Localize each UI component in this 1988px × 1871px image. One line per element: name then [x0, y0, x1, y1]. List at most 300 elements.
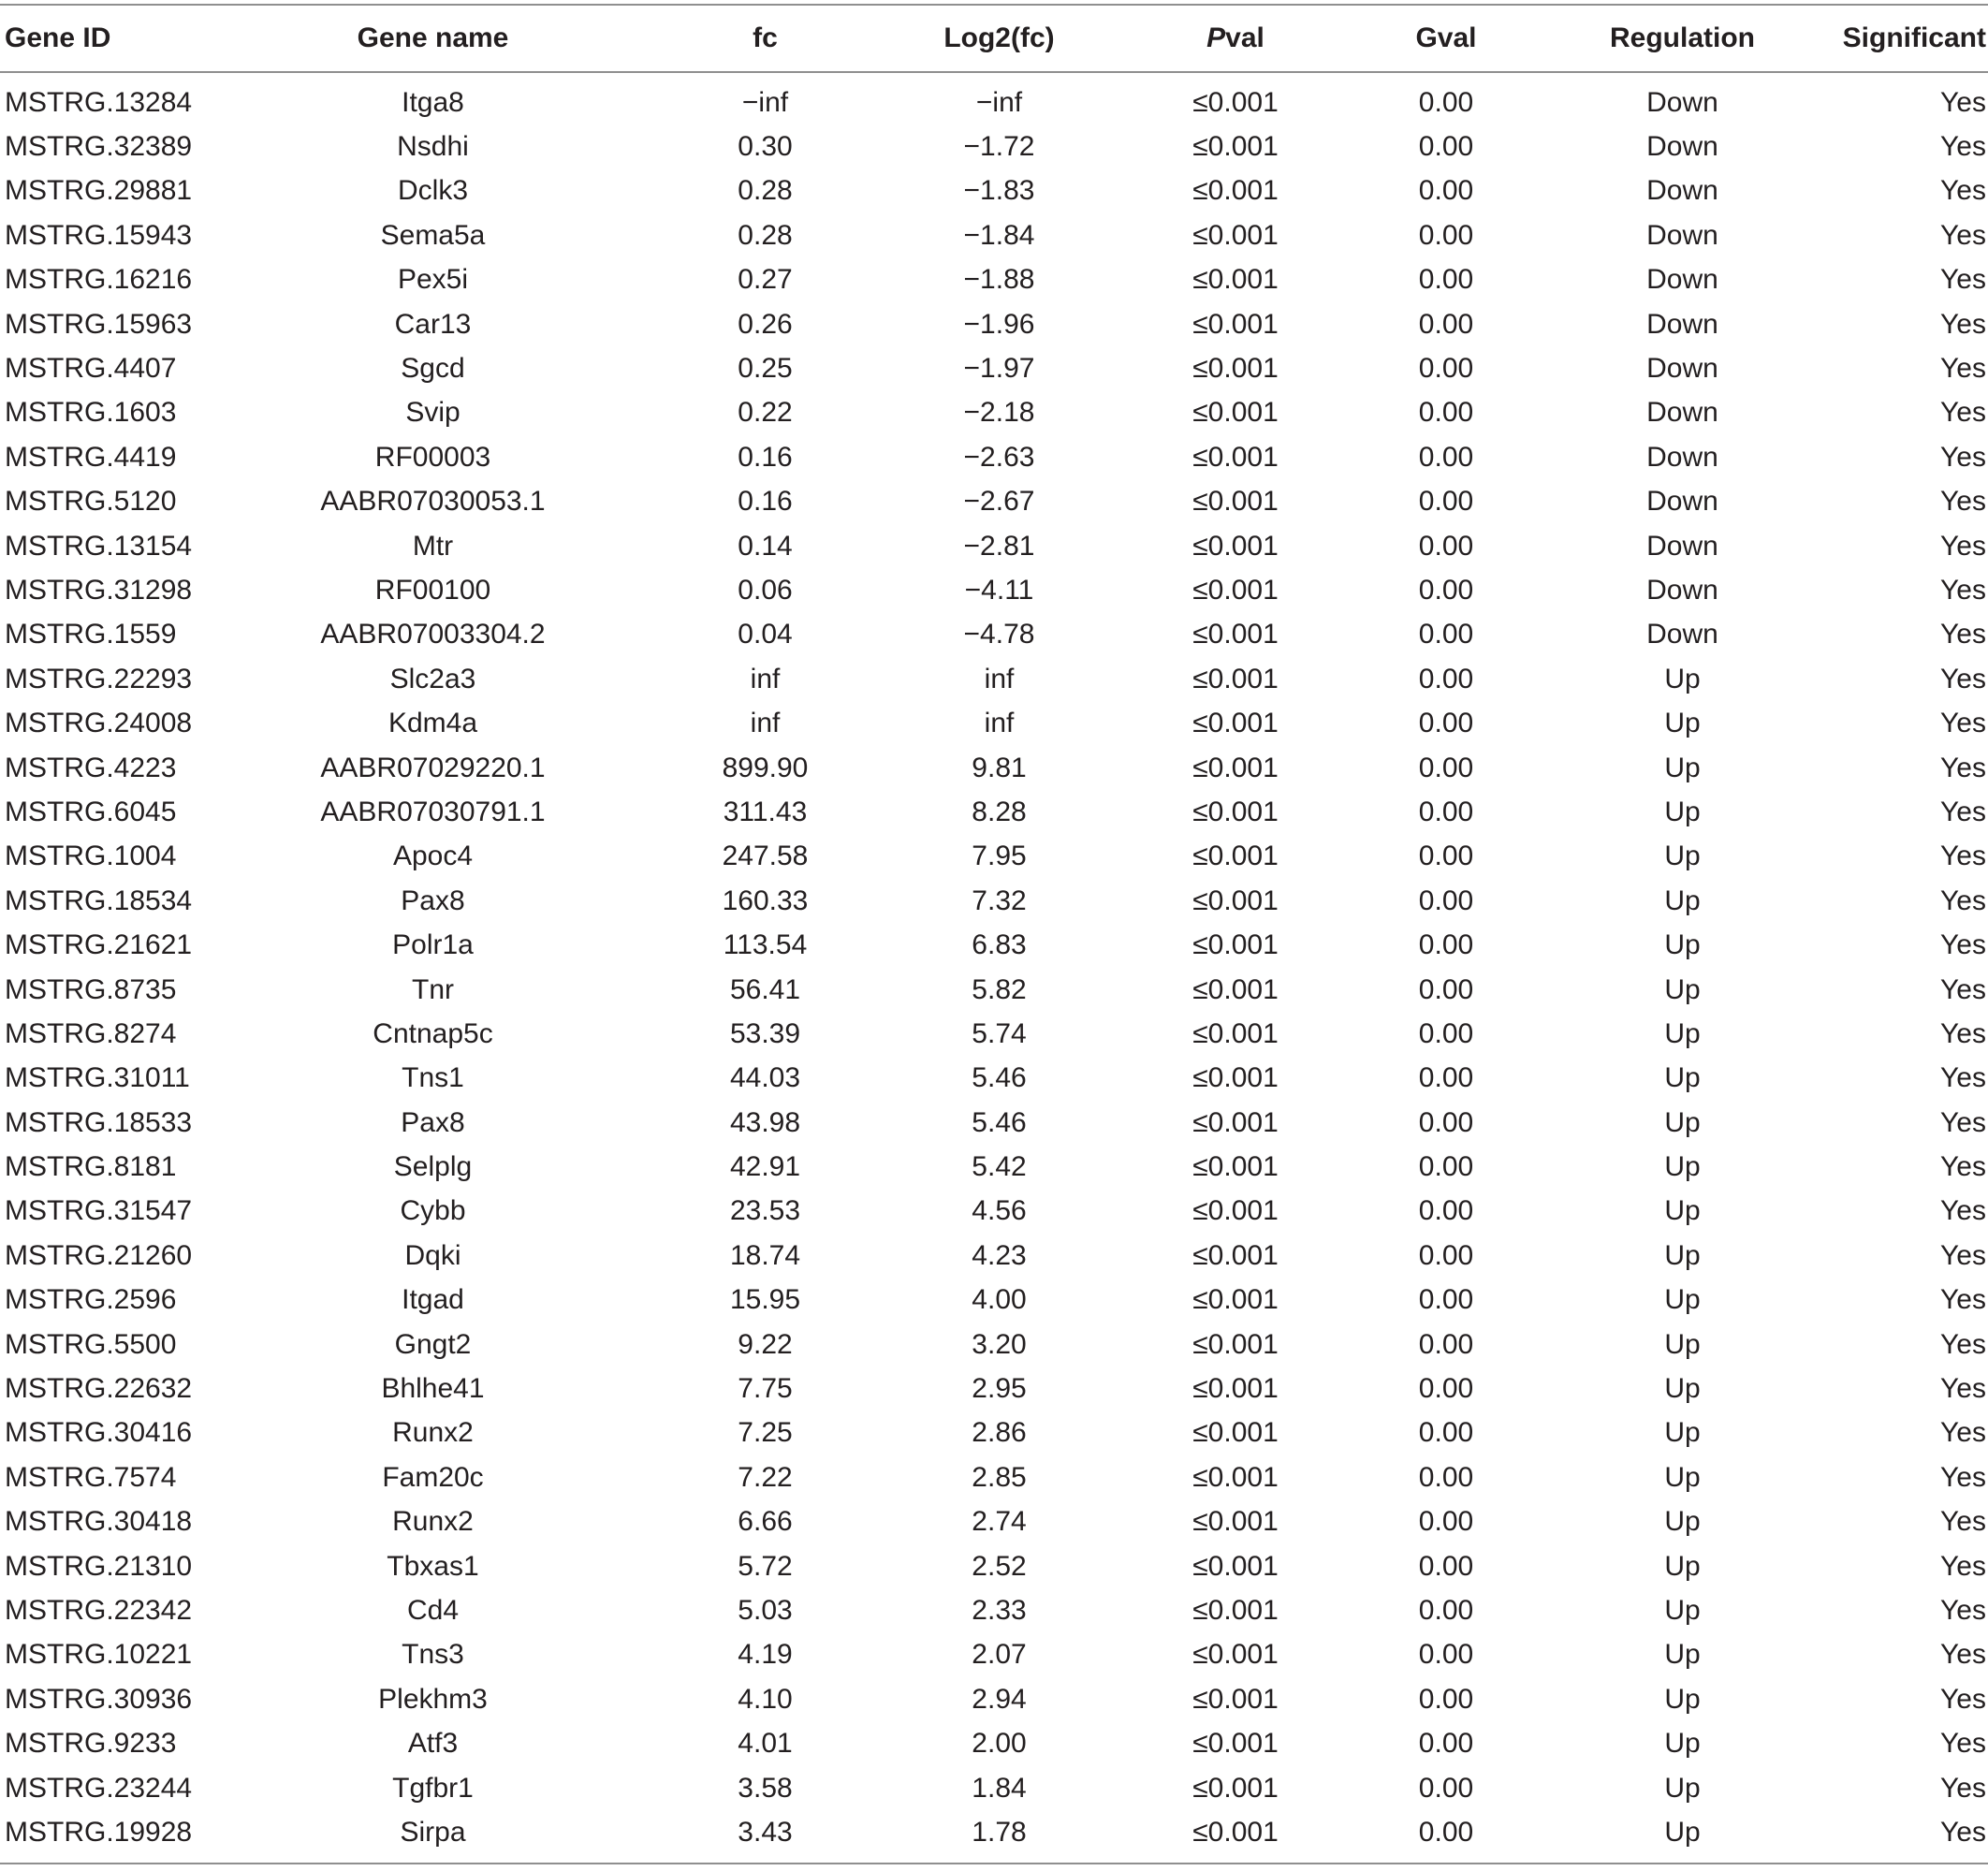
- regulation-cell: Up: [1664, 884, 1701, 916]
- log2fc-cell: 5.82: [972, 973, 1027, 1005]
- regulation-cell: Down: [1646, 264, 1718, 296]
- gval-cell: 0.00: [1418, 131, 1474, 163]
- pval-cell: ≤0.001: [1192, 486, 1279, 518]
- gene-name-cell: Dqki: [404, 1239, 461, 1271]
- gval-cell: 0.00: [1418, 1062, 1474, 1094]
- gene-id-cell: MSTRG.31298: [5, 574, 193, 606]
- pval-cell: ≤0.001: [1192, 663, 1279, 694]
- log2fc-cell: 2.85: [972, 1461, 1027, 1493]
- table-row: [0, 1677, 1988, 1721]
- table-row: [0, 790, 1988, 834]
- gene-name-cell: Nsdhi: [397, 131, 469, 163]
- gene-name-cell: Tnr: [412, 973, 454, 1005]
- pval-cell: ≤0.001: [1192, 397, 1279, 429]
- gval-cell: 0.00: [1418, 1284, 1474, 1316]
- fc-cell: inf: [750, 663, 781, 694]
- significant-cell: Yes: [1940, 1417, 1986, 1449]
- fc-cell: 0.30: [738, 131, 793, 163]
- fc-cell: 113.54: [723, 929, 808, 961]
- pval-cell: ≤0.001: [1192, 1373, 1279, 1405]
- significant-cell: Yes: [1940, 619, 1986, 650]
- regulation-cell: Up: [1664, 1284, 1701, 1316]
- table-row: [0, 1455, 1988, 1499]
- gene-id-cell: MSTRG.32389: [5, 131, 193, 163]
- gene-id-cell: MSTRG.13284: [5, 86, 193, 118]
- table-row: [0, 746, 1988, 790]
- gene-name-cell: Kdm4a: [387, 708, 478, 739]
- gene-id-cell: MSTRG.31547: [5, 1195, 193, 1227]
- regulation-cell: Down: [1646, 86, 1718, 118]
- gene-name-cell: Runx2: [392, 1506, 474, 1538]
- gene-name-cell: Cd4: [406, 1594, 460, 1626]
- regulation-cell: Up: [1664, 1772, 1701, 1804]
- regulation-cell: Up: [1664, 1461, 1701, 1493]
- log2fc-cell: 2.86: [972, 1417, 1027, 1449]
- fc-cell: 9.22: [738, 1328, 793, 1360]
- pval-cell: ≤0.001: [1192, 752, 1279, 783]
- header-regulation: Regulation: [1535, 5, 1830, 72]
- gene-name-cell: AABR07030053.1: [320, 486, 546, 518]
- log2fc-cell: 7.32: [972, 884, 1027, 916]
- fc-cell: 44.03: [729, 1062, 801, 1094]
- regulation-cell: Up: [1664, 1550, 1701, 1582]
- fc-cell: 0.22: [738, 397, 793, 429]
- fc-cell: 3.58: [738, 1772, 793, 1804]
- log2fc-cell: −2.67: [963, 486, 1035, 518]
- regulation-cell: Up: [1664, 708, 1701, 739]
- significant-cell: Yes: [1940, 884, 1986, 916]
- regulation-cell: Down: [1646, 175, 1718, 207]
- header-gene-id: Gene ID: [0, 5, 220, 72]
- gene-name-cell: Atf3: [407, 1728, 459, 1760]
- significant-cell: Yes: [1940, 1373, 1986, 1405]
- table-row: [0, 968, 1988, 1012]
- table-row: [0, 391, 1988, 435]
- gval-cell: 0.00: [1418, 308, 1474, 340]
- gene-name-cell: Sirpa: [220, 1810, 646, 1863]
- significant-cell: Yes: [1940, 1728, 1986, 1760]
- log2fc-cell: 2.95: [972, 1373, 1027, 1405]
- regulation-cell: Down: [1646, 131, 1718, 163]
- gene-name-cell: Sema5a: [380, 219, 486, 251]
- gene-name-cell: Pax8: [401, 884, 465, 916]
- gval-cell: 0.00: [1418, 441, 1474, 473]
- gene-name-cell: Car13: [394, 308, 472, 340]
- pval-cell: ≤0.001: [1192, 219, 1279, 251]
- table-row: [0, 613, 1988, 657]
- significant-cell: Yes: [1940, 574, 1986, 606]
- gval-cell: 0.00: [1418, 1328, 1474, 1360]
- table-row: [0, 1544, 1988, 1588]
- pval-cell: ≤0.001: [1192, 264, 1279, 296]
- regulation-cell: Up: [1664, 1239, 1701, 1271]
- table-row: [0, 1101, 1988, 1145]
- gval-cell: 0.00: [1418, 973, 1474, 1005]
- significant-cell: Yes: [1940, 708, 1986, 739]
- significant-cell: Yes: [1940, 796, 1986, 827]
- fc-cell: 7.22: [738, 1461, 793, 1493]
- table-row: [0, 169, 1988, 213]
- table-row: [0, 568, 1988, 612]
- fc-cell: 4.19: [738, 1639, 793, 1671]
- gene-id-cell: MSTRG.5120: [5, 486, 177, 518]
- log2fc-cell: −2.81: [963, 530, 1035, 562]
- gene-name-cell: Tns3: [402, 1639, 464, 1671]
- gene-id-cell: MSTRG.30936: [5, 1683, 193, 1715]
- log2fc-cell: 3.20: [972, 1328, 1027, 1360]
- regulation-cell: Down: [1646, 219, 1718, 251]
- log2fc-cell: 2.33: [972, 1594, 1027, 1626]
- table-row: [0, 1367, 1988, 1411]
- gval-cell: 0.00: [1418, 708, 1474, 739]
- fc-cell: 0.27: [738, 264, 793, 296]
- fc-cell: 311.43: [723, 796, 808, 827]
- gene-id-cell: MSTRG.7574: [5, 1461, 177, 1493]
- fc-cell: 23.53: [729, 1195, 801, 1227]
- gene-name-cell: Gngt2: [394, 1328, 472, 1360]
- pval-cell: ≤0.001: [1192, 796, 1279, 827]
- table-row: [0, 1323, 1988, 1367]
- regulation-cell: Up: [1664, 1017, 1701, 1049]
- significant-cell: Yes: [1940, 1550, 1986, 1582]
- log2fc-cell: 5.42: [972, 1151, 1027, 1183]
- fc-cell: inf: [750, 708, 781, 739]
- fc-cell: 15.95: [729, 1284, 801, 1316]
- gene-id-cell: MSTRG.1559: [5, 619, 177, 650]
- pval-cell: ≤0.001: [1192, 308, 1279, 340]
- gene-id-cell: MSTRG.18533: [5, 1106, 193, 1138]
- table-row: [0, 701, 1988, 745]
- table-row: [0, 1810, 1988, 1863]
- gval-cell: 0.00: [1418, 1728, 1474, 1760]
- gval-cell: 0.00: [1418, 1506, 1474, 1538]
- gene-expression-table: [0, 4, 1988, 1864]
- gene-name-cell: Tns1: [402, 1062, 464, 1094]
- log2fc-cell: −4.11: [964, 574, 1034, 606]
- significant-cell: Yes: [1940, 486, 1986, 518]
- table-row: [0, 435, 1988, 479]
- significant-cell: Yes: [1940, 1017, 1986, 1049]
- gene-name-cell: Polr1a: [392, 929, 474, 961]
- significant-cell: Yes: [1940, 1284, 1986, 1316]
- log2fc-cell: 1.78: [884, 1810, 1114, 1863]
- header-gval: Gval: [1357, 5, 1535, 72]
- pval-cell: ≤0.001: [1192, 1328, 1279, 1360]
- pval-cell: ≤0.001: [1192, 929, 1279, 961]
- gene-id-cell: MSTRG.21260: [5, 1239, 193, 1271]
- table-row: [0, 213, 1988, 257]
- log2fc-cell: −2.63: [963, 441, 1035, 473]
- significant-cell: Yes: [1940, 530, 1986, 562]
- gval-cell: 0.00: [1418, 1683, 1474, 1715]
- gene-id-cell: MSTRG.29881: [5, 175, 193, 207]
- fc-cell: 4.10: [738, 1683, 793, 1715]
- fc-cell: 160.33: [722, 884, 809, 916]
- gval-cell: 0.00: [1418, 1373, 1474, 1405]
- pval-cell: ≤0.001: [1192, 884, 1279, 916]
- regulation-cell: Down: [1646, 619, 1718, 650]
- gval-cell: 0.00: [1418, 1772, 1474, 1804]
- pval-cell: ≤0.001: [1192, 1417, 1279, 1449]
- gene-name-cell: AABR07030791.1: [320, 796, 546, 827]
- regulation-cell: Up: [1664, 840, 1701, 872]
- significant-cell: Yes: [1940, 1328, 1986, 1360]
- regulation-cell: Down: [1646, 530, 1718, 562]
- gval-cell: 0.00: [1418, 840, 1474, 872]
- gene-name-cell: Itga8: [402, 86, 464, 118]
- regulation-cell: Up: [1664, 1728, 1701, 1760]
- log2fc-cell: −1.83: [963, 175, 1035, 207]
- fc-cell: 0.25: [738, 353, 793, 385]
- pval-cell: ≤0.001: [1114, 1810, 1357, 1863]
- table-row: [0, 1500, 1988, 1544]
- gene-name-cell: Itgad: [402, 1284, 464, 1316]
- gval-cell: 0.00: [1418, 1195, 1474, 1227]
- regulation-cell: Up: [1664, 973, 1701, 1005]
- gval-cell: 0.00: [1418, 530, 1474, 562]
- table-row: [0, 1057, 1988, 1101]
- pval-cell: ≤0.001: [1192, 86, 1279, 118]
- fc-cell: 56.41: [729, 973, 801, 1005]
- table-row: [0, 1766, 1988, 1810]
- significant-cell: Yes: [1830, 1810, 1988, 1863]
- gene-name-cell: Runx2: [392, 1417, 474, 1449]
- gval-cell: 0.00: [1418, 574, 1474, 606]
- gval-cell: 0.00: [1357, 1810, 1535, 1863]
- fc-cell: 0.16: [738, 486, 793, 518]
- gval-cell: 0.00: [1418, 663, 1474, 694]
- gene-id-cell: MSTRG.22632: [5, 1373, 193, 1405]
- gene-id-cell: MSTRG.31011: [5, 1062, 190, 1094]
- log2fc-cell: 4.23: [972, 1239, 1027, 1271]
- pval-cell: ≤0.001: [1192, 708, 1279, 739]
- significant-cell: Yes: [1940, 131, 1986, 163]
- gene-id-cell: MSTRG.22342: [5, 1594, 193, 1626]
- gval-cell: 0.00: [1418, 1550, 1474, 1582]
- gene-id-cell: MSTRG.15963: [5, 308, 193, 340]
- log2fc-cell: 4.00: [972, 1284, 1027, 1316]
- gene-id-cell: MSTRG.18534: [5, 884, 193, 916]
- regulation-cell: Down: [1646, 353, 1718, 385]
- table-row: [0, 835, 1988, 879]
- significant-cell: Yes: [1940, 663, 1986, 694]
- fc-cell: 4.01: [738, 1728, 793, 1760]
- significant-cell: Yes: [1940, 973, 1986, 1005]
- regulation-cell: Up: [1664, 752, 1701, 783]
- pval-cell: ≤0.001: [1192, 1728, 1279, 1760]
- pval-cell: ≤0.001: [1192, 1772, 1279, 1804]
- regulation-cell: Up: [1664, 1373, 1701, 1405]
- table-row: [0, 1234, 1988, 1278]
- gene-name-cell: RF00100: [374, 574, 491, 606]
- log2fc-cell: 2.94: [972, 1683, 1027, 1715]
- log2fc-cell: 2.52: [972, 1550, 1027, 1582]
- significant-cell: Yes: [1940, 1639, 1986, 1671]
- log2fc-cell: 7.95: [972, 840, 1027, 872]
- regulation-cell: Up: [1664, 663, 1701, 694]
- header-fc: fc: [646, 5, 884, 72]
- gene-name-cell: RF00003: [374, 441, 491, 473]
- fc-cell: 0.26: [738, 308, 793, 340]
- gene-id-cell: MSTRG.8735: [5, 973, 177, 1005]
- significant-cell: Yes: [1940, 840, 1986, 872]
- log2fc-cell: 9.81: [972, 752, 1027, 783]
- significant-cell: Yes: [1940, 219, 1986, 251]
- table-row: [0, 72, 1988, 124]
- regulation-cell: Down: [1646, 486, 1718, 518]
- gval-cell: 0.00: [1418, 619, 1474, 650]
- log2fc-cell: 2.00: [972, 1728, 1027, 1760]
- table-row: [0, 1721, 1988, 1765]
- pval-cell: ≤0.001: [1192, 1594, 1279, 1626]
- gene-name-cell: Fam20c: [382, 1461, 484, 1493]
- gene-name-cell: Pex5i: [397, 264, 469, 296]
- log2fc-cell: inf: [984, 663, 1015, 694]
- significant-cell: Yes: [1940, 1683, 1986, 1715]
- significant-cell: Yes: [1940, 1062, 1986, 1094]
- significant-cell: Yes: [1940, 264, 1986, 296]
- gene-id-cell: MSTRG.10221: [5, 1639, 193, 1671]
- fc-cell: 247.58: [722, 840, 809, 872]
- log2fc-cell: −1.88: [963, 264, 1035, 296]
- pval-cell: ≤0.001: [1192, 175, 1279, 207]
- gval-cell: 0.00: [1418, 1151, 1474, 1183]
- fc-cell: 0.14: [738, 530, 793, 562]
- table-row: [0, 1279, 1988, 1323]
- log2fc-cell: inf: [984, 708, 1015, 739]
- gene-id-cell: MSTRG.1004: [5, 840, 177, 872]
- fc-cell: 0.06: [738, 574, 793, 606]
- pval-cell: ≤0.001: [1192, 1461, 1279, 1493]
- pval-cell: ≤0.001: [1192, 973, 1279, 1005]
- log2fc-cell: −4.78: [963, 619, 1035, 650]
- header-pval-italic: P: [1206, 22, 1226, 53]
- log2fc-cell: 2.07: [972, 1639, 1027, 1671]
- gval-cell: 0.00: [1418, 1594, 1474, 1626]
- log2fc-cell: 2.74: [972, 1506, 1027, 1538]
- significant-cell: Yes: [1940, 1461, 1986, 1493]
- gene-name-cell: Cntnap5c: [373, 1017, 493, 1049]
- header-row: [0, 5, 1988, 72]
- gene-name-cell: AABR07029220.1: [320, 752, 546, 783]
- fc-cell: 42.91: [729, 1151, 801, 1183]
- significant-cell: Yes: [1940, 175, 1986, 207]
- gene-id-cell: MSTRG.9233: [5, 1728, 177, 1760]
- gene-name-cell: Bhlhe41: [381, 1373, 485, 1405]
- gval-cell: 0.00: [1418, 1639, 1474, 1671]
- pval-cell: ≤0.001: [1192, 353, 1279, 385]
- table-row: [0, 657, 1988, 701]
- significant-cell: Yes: [1940, 86, 1986, 118]
- pval-cell: ≤0.001: [1192, 1284, 1279, 1316]
- gene-name-cell: Pax8: [401, 1106, 465, 1138]
- gval-cell: 0.00: [1418, 1017, 1474, 1049]
- gval-cell: 0.00: [1418, 796, 1474, 827]
- table-row: [0, 258, 1988, 302]
- fc-cell: −inf: [741, 86, 789, 118]
- gval-cell: 0.00: [1418, 353, 1474, 385]
- regulation-cell: Up: [1664, 1506, 1701, 1538]
- log2fc-cell: −2.18: [963, 397, 1035, 429]
- pval-cell: ≤0.001: [1192, 574, 1279, 606]
- significant-cell: Yes: [1940, 397, 1986, 429]
- regulation-cell: Up: [1664, 1062, 1701, 1094]
- regulation-cell: Up: [1664, 1195, 1701, 1227]
- significant-cell: Yes: [1940, 752, 1986, 783]
- header-significant: Significant: [1830, 5, 1988, 72]
- fc-cell: 0.28: [738, 219, 793, 251]
- pval-cell: ≤0.001: [1192, 441, 1279, 473]
- regulation-cell: Down: [1646, 441, 1718, 473]
- table-body: [0, 72, 1988, 1864]
- table-row: [0, 124, 1988, 168]
- significant-cell: Yes: [1940, 1506, 1986, 1538]
- regulation-cell: Up: [1664, 1639, 1701, 1671]
- gene-id-cell: MSTRG.4407: [5, 353, 177, 385]
- gene-name-cell: Plekhm3: [378, 1683, 488, 1715]
- pval-cell: ≤0.001: [1192, 1550, 1279, 1582]
- regulation-cell: Down: [1646, 308, 1718, 340]
- gene-id-cell: MSTRG.2596: [5, 1284, 177, 1316]
- significant-cell: Yes: [1940, 1195, 1986, 1227]
- table-row: [0, 923, 1988, 967]
- regulation-cell: Up: [1664, 929, 1701, 961]
- pval-cell: ≤0.001: [1192, 840, 1279, 872]
- gene-id-cell: MSTRG.24008: [5, 708, 193, 739]
- gene-id-cell: MSTRG.16216: [5, 264, 193, 296]
- significant-cell: Yes: [1940, 1772, 1986, 1804]
- regulation-cell: Up: [1664, 1106, 1701, 1138]
- regulation-cell: Up: [1664, 1151, 1701, 1183]
- fc-cell: 18.74: [729, 1239, 801, 1271]
- gene-id-cell: MSTRG.4419: [5, 441, 177, 473]
- gval-cell: 0.00: [1418, 752, 1474, 783]
- table-row: [0, 1145, 1988, 1189]
- log2fc-cell: 5.46: [972, 1062, 1027, 1094]
- log2fc-cell: 5.46: [972, 1106, 1027, 1138]
- pval-cell: ≤0.001: [1192, 1506, 1279, 1538]
- gene-id-cell: MSTRG.30416: [5, 1417, 193, 1449]
- gene-id-cell: MSTRG.23244: [5, 1772, 193, 1804]
- log2fc-cell: 6.83: [972, 929, 1027, 961]
- log2fc-cell: −1.84: [963, 219, 1035, 251]
- log2fc-cell: 8.28: [972, 796, 1027, 827]
- regulation-cell: Up: [1664, 1328, 1701, 1360]
- fc-cell: 53.39: [729, 1017, 801, 1049]
- pval-cell: ≤0.001: [1192, 1683, 1279, 1715]
- gval-cell: 0.00: [1418, 86, 1474, 118]
- pval-cell: ≤0.001: [1192, 530, 1279, 562]
- gene-id-cell: MSTRG.8181: [5, 1151, 177, 1183]
- gval-cell: 0.00: [1418, 1106, 1474, 1138]
- log2fc-cell: −1.72: [963, 131, 1035, 163]
- gene-id-cell: MSTRG.21310: [5, 1550, 193, 1582]
- gene-id-cell: MSTRG.1603: [5, 397, 177, 429]
- header-log2fc: Log2(fc): [884, 5, 1114, 72]
- pval-cell: ≤0.001: [1192, 131, 1279, 163]
- regulation-cell: Down: [1646, 397, 1718, 429]
- pval-cell: ≤0.001: [1192, 1017, 1279, 1049]
- gval-cell: 0.00: [1418, 397, 1474, 429]
- fc-cell: 7.25: [738, 1417, 793, 1449]
- gval-cell: 0.00: [1418, 175, 1474, 207]
- significant-cell: Yes: [1940, 929, 1986, 961]
- gene-id-cell: MSTRG.21621: [5, 929, 193, 961]
- significant-cell: Yes: [1940, 441, 1986, 473]
- gene-id-cell: MSTRG.8274: [5, 1017, 177, 1049]
- gene-name-cell: Svip: [405, 397, 460, 429]
- header-pval-rest: val: [1225, 22, 1264, 53]
